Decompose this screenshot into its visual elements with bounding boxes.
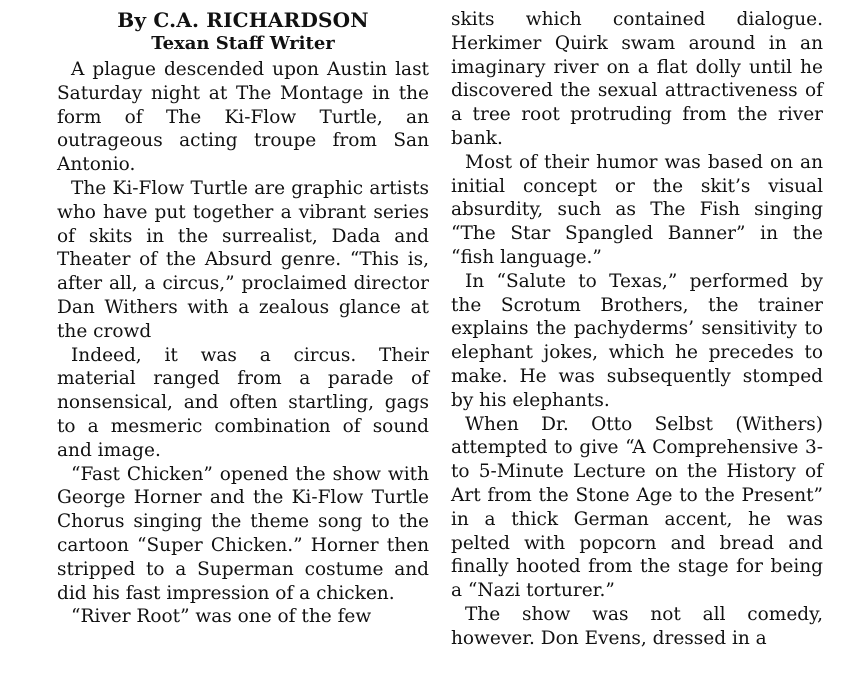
paragraph: The show was not all comedy, however. Don Evens, dressed in a [451,603,823,649]
paragraph: A plague descended upon Austin last Saturday night at The Montage in the form of The Ki-Flow Turtle, an outrageous acting troupe from San Antonio. [57,59,429,176]
right-column [451,8,823,651]
paragraph: When Dr. Otto Selbst (Withers) attempted to give “A Comprehensive 3- to 5-Minute Lecture on the History of Art from the Stone Age to the Present” in a thick German accent, he was pelted with popcorn and bread and finally hooted from the stage for being a “Nazi torturer.” [451,413,823,602]
paragraph: The Ki-Flow Turtle are graphic artists who have put together a vibrant series of skits in the surrealist, Dada and Theater of the Absurd genre. “This is, after all, a circus,” proclaimed director Dan Withers with a zealous glance at the crowd [57,177,429,342]
author-title: Texan Staff Writer [151,33,335,54]
paragraph: Indeed, it was a circus. Their material ranged from a parade of nonsensical, and often startling, gags to a mesmeric combination of sound and image. [57,344,429,461]
paragraph: In “Salute to Texas,” performed by the Scrotum Brothers, the trainer explains the pachyderms’ sensitivity to elephant jokes, which he precedes to make. He was subsequently stomped by his elephants. [451,270,823,411]
left-column [57,8,429,629]
paragraph-continued: skits which contained dialogue. Herkimer Quirk swam around in an imaginary river on a flat dolly until he discovered the sexual attractiveness of a tree root protruding from the river bank. [451,9,823,149]
paragraph: Most of their humor was based on an initial concept or the skit’s visual absurdity, such as The Fish singing “The Star Spangled Banner” in the “fish language.” [451,151,823,268]
paragraph: “Fast Chicken” opened the show with George Horner and the Ki-Flow Turtle Chorus singing the theme song to the cartoon “Super Chicken.” Horner then stripped to a Superman costume and did his fast impression of a chicken. [57,463,429,604]
author-name: By C.A. RICHARDSON [117,8,369,32]
paragraph: “River Root” was one of the few [71,606,372,628]
byline [57,8,429,56]
